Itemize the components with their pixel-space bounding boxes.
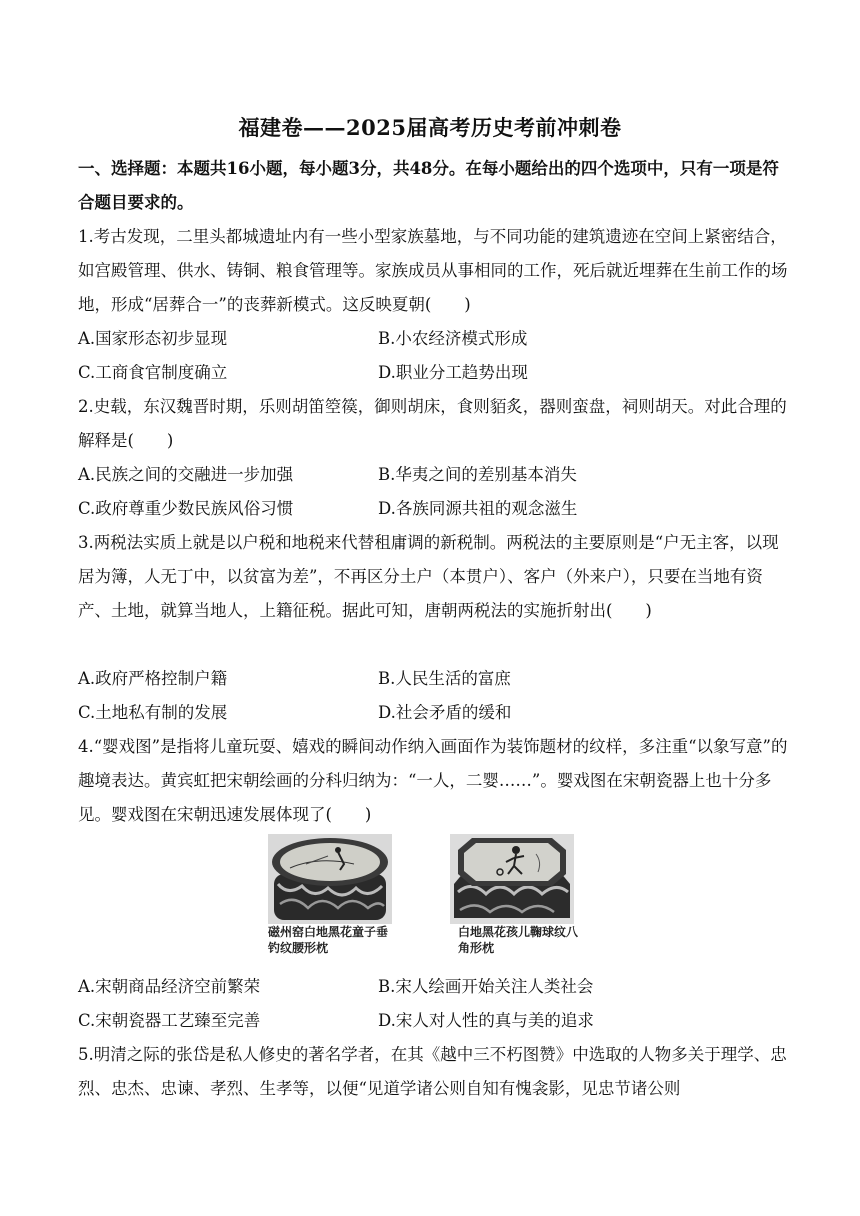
- question-4-option-b[interactable]: B.宋人绘画开始关注人类社会: [378, 977, 594, 996]
- question-1-option-b[interactable]: B.小农经济模式形成: [378, 329, 528, 348]
- question-1-option-a[interactable]: A.国家形态初步显现: [78, 329, 228, 348]
- question-2-stem: 2.史载，东汉魏晋时期，乐则胡笛箜篌，御则胡床，食则貊炙，器则蛮盘，祠则胡天。对此合理的解释是( ): [78, 397, 787, 450]
- image-caption-1: 磁州窑白地黑花童子垂钓纹腰形枕: [268, 925, 389, 955]
- question-1-option-d[interactable]: D.职业分工趋势出现: [378, 363, 528, 382]
- question-5-stem: 5.明清之际的张岱是私人修史的著名学者，在其《越中三不朽图赞》中选取的人物多关于理学、忠烈、忠杰、忠谏、孝烈、生孝等，以便“见道学诸公则自知有愧衾影，见忠节诸公则: [78, 1045, 787, 1098]
- question-1-option-c[interactable]: C.工商食官制度确立: [78, 363, 228, 382]
- question-3-option-d[interactable]: D.社会矛盾的缓和: [378, 703, 512, 722]
- question-4-stem: 4.“婴戏图”是指将儿童玩耍、嬉戏的瞬间动作纳入画面作为装饰题材的纹样，多注重“以象写意”的趣境表达。黄宾虹把宋朝绘画的分科归纳为：“一人，二婴……”。婴戏图在宋朝瓷器上也十分多见。婴戏图在宋朝迅速发展体现了( ): [78, 737, 788, 824]
- question-2-option-c[interactable]: C.政府尊重少数民族风俗习惯: [78, 499, 294, 518]
- question-3-option-c[interactable]: C.土地私有制的发展: [78, 703, 228, 722]
- octagonal-pillow-image: [450, 834, 574, 924]
- question-2-option-a[interactable]: A.民族之间的交融进一步加强: [78, 465, 294, 484]
- question-4-option-c[interactable]: C.宋朝瓷器工艺臻至完善: [78, 1011, 261, 1030]
- question-4-option-d[interactable]: D.宋人对人性的真与美的追求: [378, 1011, 594, 1030]
- question-2-option-d[interactable]: D.各族同源共祖的观念滋生: [378, 499, 578, 518]
- page-title: 福建卷——2025届高考历史考前冲刺卷: [238, 115, 622, 140]
- question-4-option-a[interactable]: A.宋朝商品经济空前繁荣: [78, 977, 261, 996]
- waist-pillow-image: [268, 834, 392, 924]
- image-caption-2: 白地黑花孩儿鞠球纹八角形枕: [458, 925, 579, 955]
- question-3-stem: 3.两税法实质上就是以户税和地税来代替租庸调的新税制。两税法的主要原则是“户无主客，以现居为簿，人无丁中，以贫富为差”，不再区分土户（本贯户）、客户（外来户），只要在当地有资产、土地，就算当地人，上籍征税。据此可知，唐朝两税法的实施折射出( ): [78, 533, 779, 620]
- question-3-option-b[interactable]: B.人民生活的富庶: [378, 669, 511, 688]
- question-1-stem: 1.考古发现，二里头都城遗址内有一些小型家族墓地，与不同功能的建筑遗迹在空间上紧密结合，如宫殿管理、供水、铸铜、粮食管理等。家族成员从事相同的工作，死后就近埋葬在生前工作的场地，形成“居葬合一”的丧葬新模式。这反映夏朝( ): [78, 227, 788, 314]
- section-heading: 一、选择题：本题共16小题，每小题3分，共48分。在每小题给出的四个选项中，只有一项是符合题目要求的。: [78, 159, 779, 212]
- question-2-option-b[interactable]: B.华夷之间的差别基本消失: [378, 465, 577, 484]
- question-3-option-a[interactable]: A.政府严格控制户籍: [78, 669, 228, 688]
